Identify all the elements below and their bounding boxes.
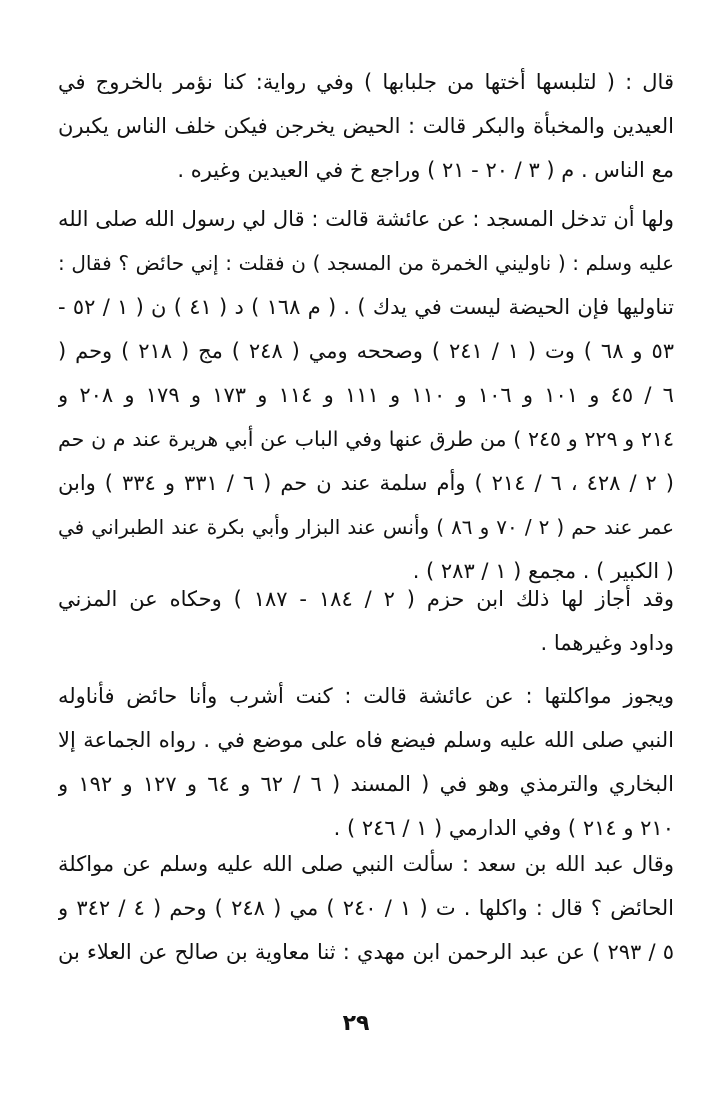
page-number: ٢٩ bbox=[342, 1011, 370, 1036]
text-line: ٦ / ٤٥ و ١٠١ و ١٠٦ و ١١٠ و ١١١ و ١١٤ و ١٧٣ و ١٧٩ و ٢٠٨ و bbox=[58, 383, 674, 407]
text-line: البخاري والترمذي وهو في ( المسند ( ٦ / ٦٢ و ٦٤ و ١٢٧ و ١٩٢ و bbox=[58, 772, 674, 796]
paragraph-enter-mosque bbox=[58, 197, 674, 593]
text-line: ويجوز مواكلتها : عن عائشة قالت : كنت أشرب وأنا حائض فأناوله bbox=[58, 684, 674, 708]
paragraph-eating-with-her bbox=[58, 674, 674, 850]
text-line: مع الناس . م ( ٣ / ٢٠ - ٢١ ) وراجع خ في العيدين وغيره . bbox=[177, 158, 674, 182]
text-line: العيدين والمخبأة والبكر قالت : الحيض يخرجن فيكن خلف الناس يكبرن bbox=[58, 114, 674, 138]
text-line: قال : ( لتلبسها أختها من جلبابها ) وفي رواية: كنا نؤمر بالخروج في bbox=[58, 70, 674, 94]
paragraph-women-attend-eid bbox=[58, 60, 674, 192]
text-line: ( الكبير ) . مجمع ( ١ / ٢٨٣ ) . bbox=[412, 559, 674, 583]
text-line: عمر عند حم ( ٢ / ٧٠ و ٨٦ ) وأنس عند البزار وأبي بكرة عند الطبراني في bbox=[58, 515, 674, 539]
paragraph-ibn-hazm bbox=[58, 577, 674, 665]
text-line: الحائض ؟ قال : واكلها . ت ( ١ / ٢٤٠ ) مي ( ٢٤٨ ) وحم ( ٤ / ٣٤٢ و bbox=[58, 896, 674, 920]
text-line: ( ٢ / ٤٢٨ ، ٦ / ٢١٤ ) وأم سلمة عند ن حم ( ٦ / ٣٣١ و ٣٣٤ ) وابن bbox=[58, 471, 674, 495]
text-line: وداود وغيرهما . bbox=[540, 631, 674, 655]
text-line: ولها أن تدخل المسجد : عن عائشة قالت : قال لي رسول الله صلى الله bbox=[58, 207, 674, 231]
text-line: النبي صلى الله عليه وسلم فيضع فاه على موضع في . رواه الجماعة إلا bbox=[58, 728, 674, 752]
text-line: ٥ / ٢٩٣ ) عن عبد الرحمن ابن مهدي : ثنا معاوية بن صالح عن العلاء بن bbox=[58, 940, 674, 964]
text-line: ٥٣ و ٦٨ ) وت ( ١ / ٢٤١ ) وصححه ومي ( ٢٤٨ ) مج ( ٢١٨ ) وحم ( bbox=[58, 339, 674, 363]
text-line: ٢١٠ و ٢١٤ ) وفي الدارمي ( ١ / ٢٤٦ ) . bbox=[333, 816, 674, 840]
text-line: عليه وسلم : ( ناوليني الخمرة من المسجد ) ن فقلت : إني حائض ؟ فقال : bbox=[58, 251, 674, 275]
text-line: وقال عبد الله بن سعد : سألت النبي صلى الله عليه وسلم عن مواكلة bbox=[58, 852, 674, 876]
text-line: تناوليها فإن الحيضة ليست في يدك ) . ( م ١٦٨ ) د ( ٤١ ) ن ( ١ / ٥٢ - bbox=[58, 295, 674, 319]
text-line: ٢١٤ و ٢٢٩ و ٢٤٥ ) من طرق عنها وفي الباب عن أبي هريرة عند م ن حم bbox=[58, 427, 674, 451]
paragraph-abdullah-bin-saad bbox=[58, 842, 674, 974]
text-line: وقد أجاز لها ذلك ابن حزم ( ٢ / ١٨٤ - ١٨٧ ) وحكاه عن المزني bbox=[58, 587, 674, 611]
